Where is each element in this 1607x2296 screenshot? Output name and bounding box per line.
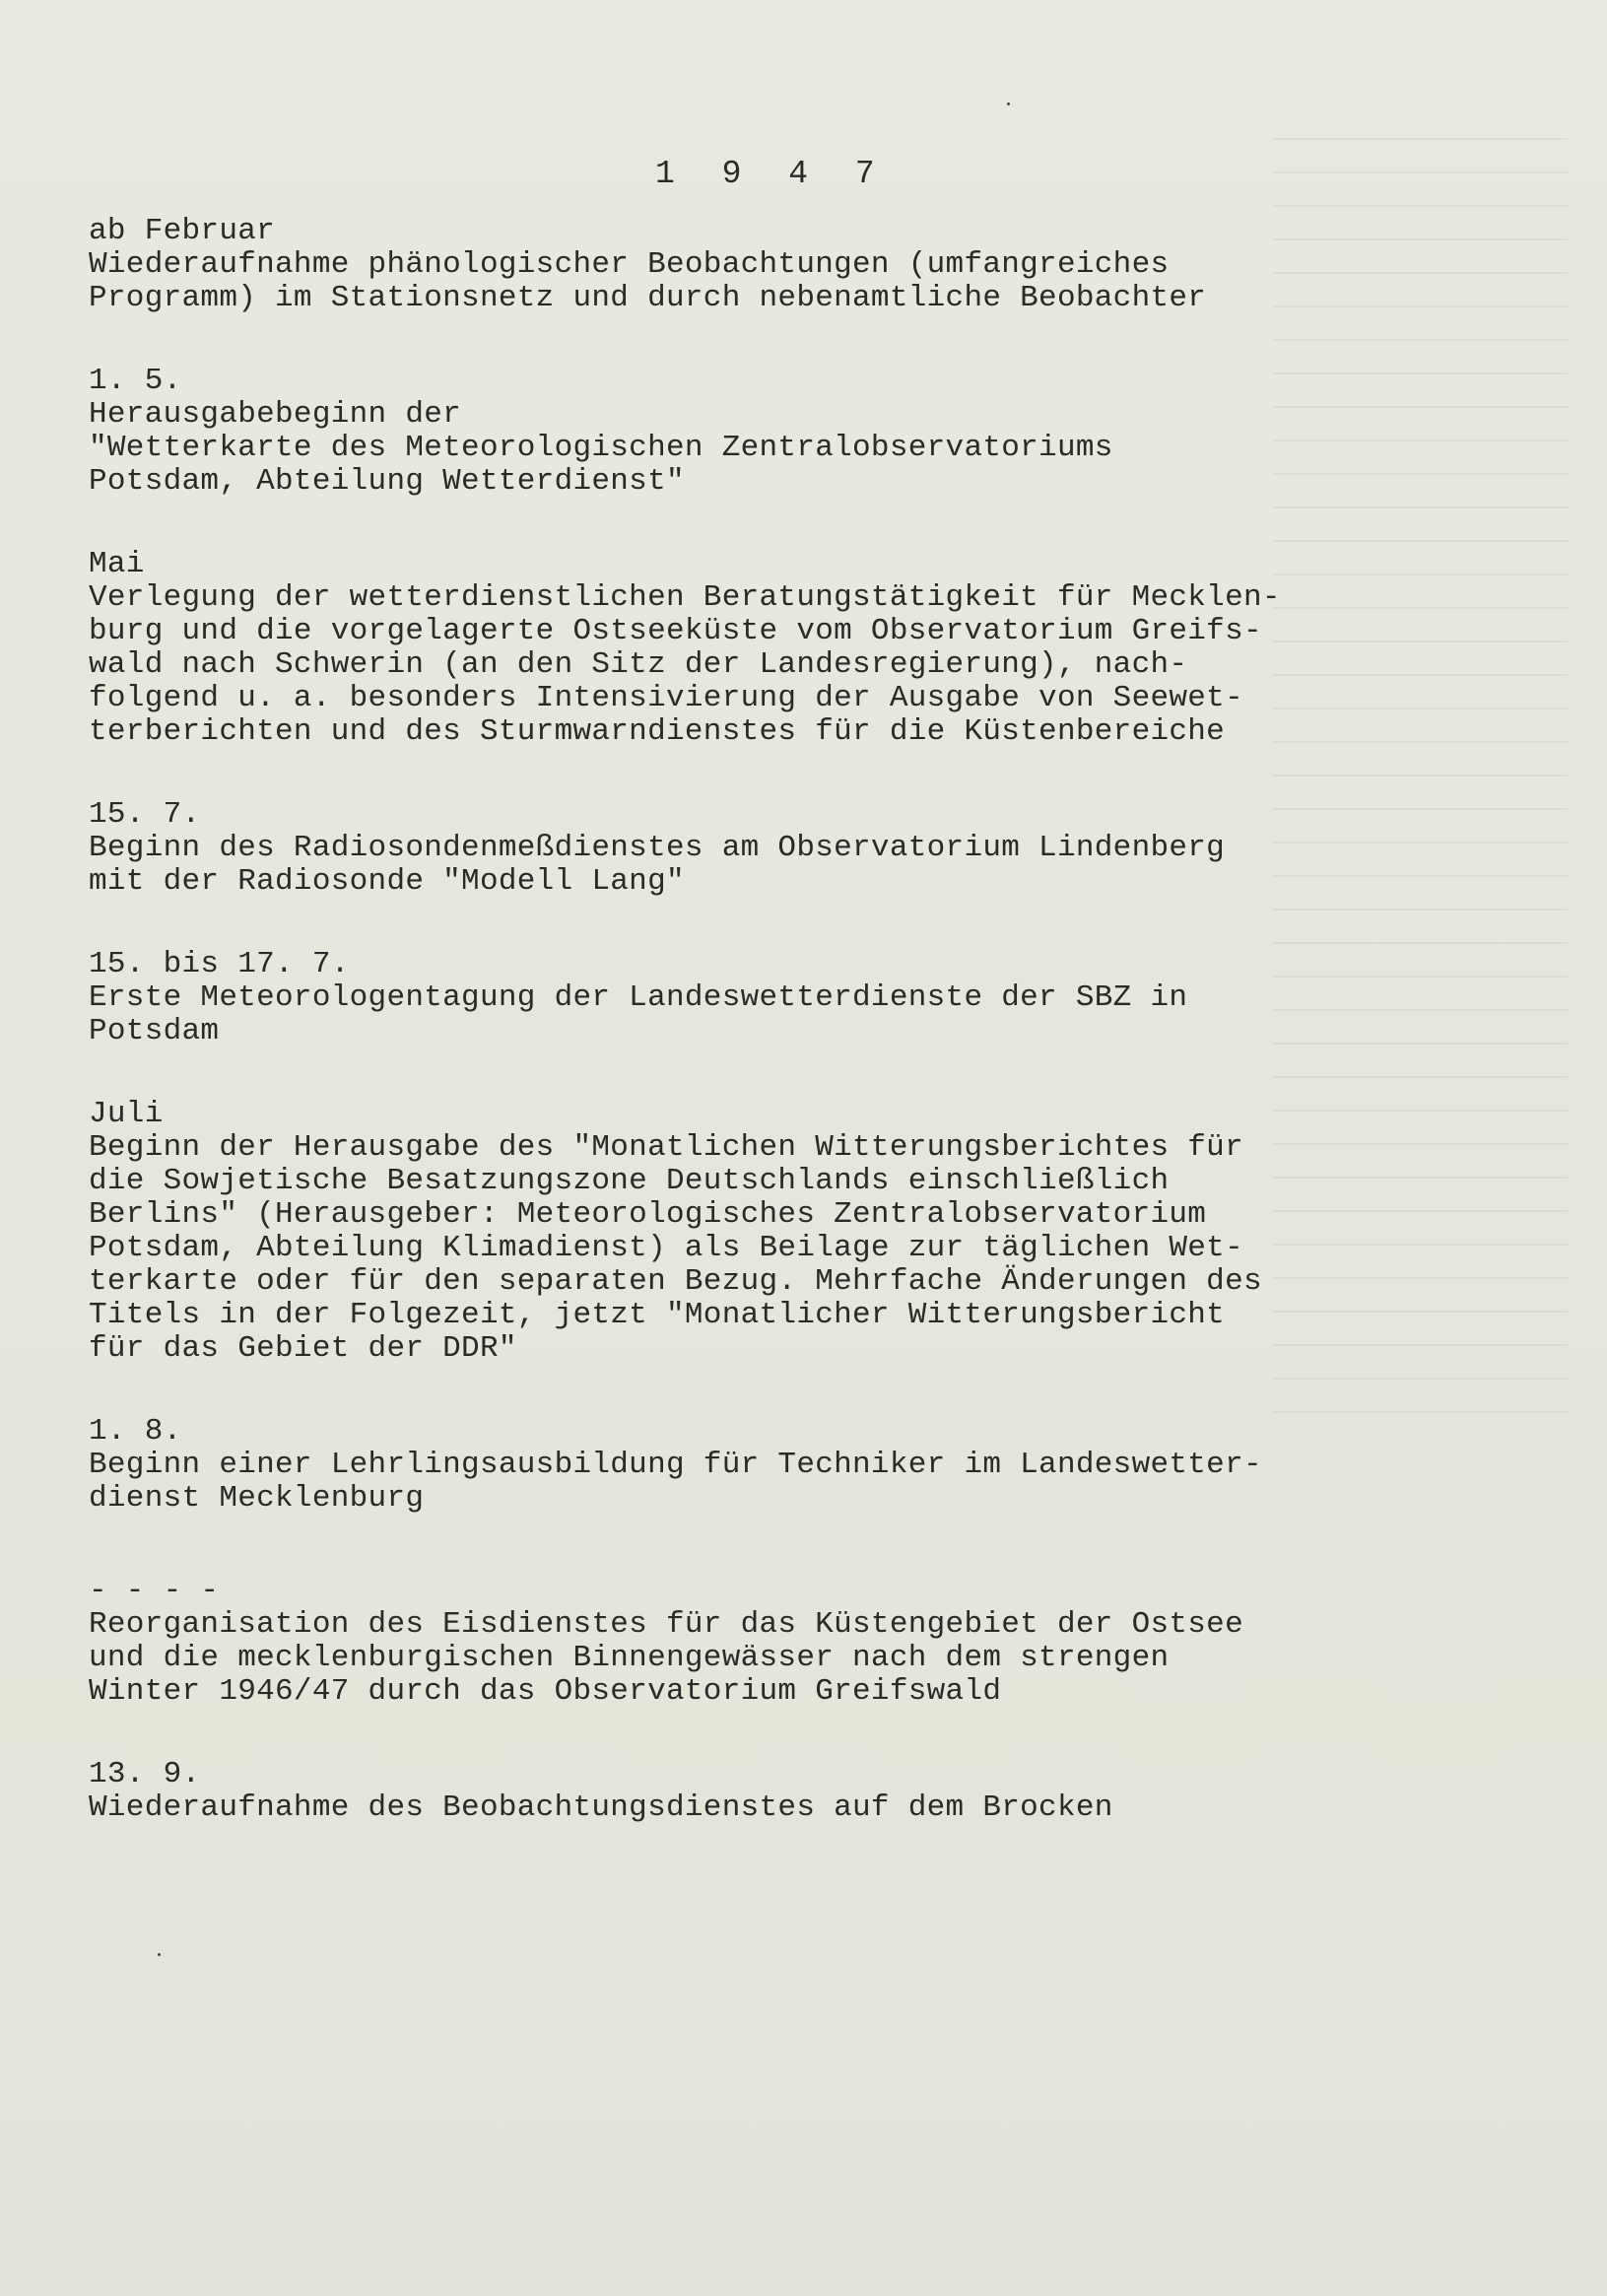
entry-text-line: Winter 1946/47 durch das Observatorium Greifswald <box>89 1674 1002 1709</box>
entry-text-line: Potsdam, Abteilung Klimadienst) als Beilage zur täglichen Wet- <box>89 1231 1243 1265</box>
entry-text-line: Programm) im Stationsnetz und durch nebenamtliche Beobachter <box>89 281 1207 315</box>
entry-text-line: folgend u. a. besonders Intensivierung der Ausgabe von Seewet- <box>89 681 1243 715</box>
entry-text-line: Verlegung der wetterdienstlichen Beratungstätigkeit für Mecklen- <box>89 580 1281 615</box>
list-item <box>89 1575 1429 1709</box>
entry-date: 15. 7. <box>89 797 201 832</box>
entry-text-line: Beginn der Herausgabe des "Monatlichen Witterungsberichtes für <box>89 1130 1243 1165</box>
paper-speck <box>1007 102 1010 105</box>
list-item <box>89 798 1429 899</box>
entry-text-line: Beginn des Radiosondenmeßdienstes am Observatorium Lindenberg <box>89 831 1226 865</box>
list-item <box>89 215 1429 315</box>
entry-text-line: Beginn einer Lehrlingsausbildung für Techniker im Landeswetter- <box>89 1448 1262 1482</box>
entry-text-line: Wiederaufnahme des Beobachtungsdienstes auf dem Brocken <box>89 1790 1113 1825</box>
list-item <box>89 1098 1429 1366</box>
entry-text-line: Potsdam <box>89 1014 220 1048</box>
entry-text-line: Erste Meteorologentagung der Landeswetterdienste der SBZ in <box>89 980 1188 1015</box>
entry-text-line: Titels in der Folgezeit, jetzt "Monatlicher Witterungsbericht <box>89 1298 1226 1332</box>
page-year-heading: 1 9 4 7 <box>655 156 889 192</box>
chronology-list <box>89 215 1429 1874</box>
entry-text-line: "Wetterkarte des Meteorologischen Zentralobservatoriums <box>89 431 1113 465</box>
entry-date: 1. 5. <box>89 364 182 398</box>
entry-text-line: für das Gebiet der DDR" <box>89 1331 517 1366</box>
list-item <box>89 1758 1429 1825</box>
list-item <box>89 1415 1429 1516</box>
entry-date: ab Februar <box>89 214 276 248</box>
entry-text-line: Herausgabebeginn der <box>89 397 462 432</box>
entry-text-line: Wiederaufnahme phänologischer Beobachtungen (umfangreiches <box>89 247 1170 282</box>
entry-date: 15. bis 17. 7. <box>89 947 350 981</box>
entry-text-line: Berlins" (Herausgeber: Meteorologisches Zentralobservatorium <box>89 1197 1207 1232</box>
list-item <box>89 548 1429 749</box>
entry-text-line: Potsdam, Abteilung Wetterdienst" <box>89 464 685 499</box>
entry-text-line: terkarte oder für den separaten Bezug. Mehrfache Änderungen des <box>89 1264 1262 1299</box>
paper-speck <box>158 1953 161 1956</box>
entry-date: Mai <box>89 547 145 581</box>
entry-date: 1. 8. <box>89 1414 182 1449</box>
entry-date: - - - - <box>89 1574 220 1608</box>
entry-text-line: dienst Mecklenburg <box>89 1481 425 1516</box>
entry-text-line: und die mecklenburgischen Binnengewässer nach dem strengen <box>89 1641 1170 1675</box>
entry-text-line: terberichten und des Sturmwarndienstes für die Küstenbereiche <box>89 714 1226 749</box>
entry-date: Juli <box>89 1097 164 1131</box>
entry-date: 13. 9. <box>89 1757 201 1791</box>
entry-text-line: burg und die vorgelagerte Ostseeküste vom Observatorium Greifs- <box>89 614 1262 648</box>
entry-text-line: die Sowjetische Besatzungszone Deutschlands einschließlich <box>89 1164 1170 1198</box>
list-item <box>89 365 1429 499</box>
list-item <box>89 948 1429 1048</box>
entry-text-line: mit der Radiosonde "Modell Lang" <box>89 864 685 899</box>
entry-text-line: wald nach Schwerin (an den Sitz der Landesregierung), nach- <box>89 647 1188 682</box>
entry-text-line: Reorganisation des Eisdienstes für das Küstengebiet der Ostsee <box>89 1607 1243 1642</box>
